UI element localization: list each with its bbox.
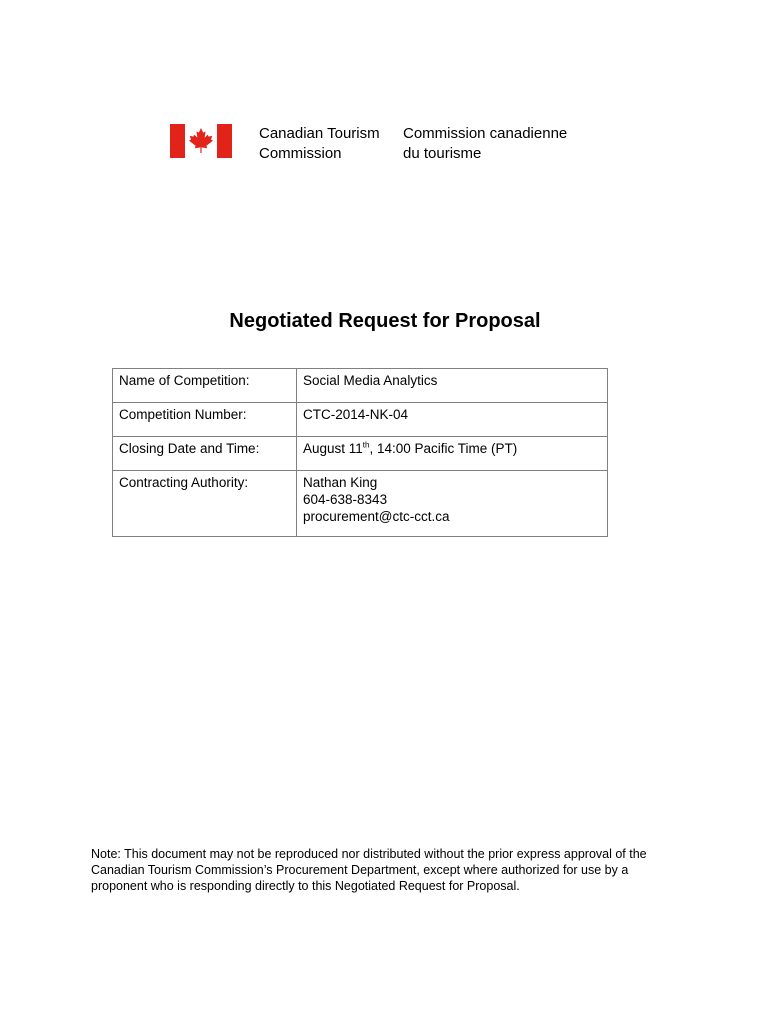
note-line-3: proponent who is responding directly to this Negotiated Request for Proposal. — [91, 879, 520, 893]
org-en-line-1: Canadian Tourism — [259, 125, 380, 142]
table-row — [113, 369, 608, 403]
competition-number-label: Competition Number: — [113, 403, 297, 437]
competition-number-value: CTC-2014-NK-04 — [297, 403, 608, 437]
org-fr-line-1: Commission canadienne — [403, 125, 568, 142]
note-line-1: Note: This document may not be reproduced nor distributed without the prior express approval of the — [91, 847, 647, 861]
contracting-authority-value — [297, 471, 608, 537]
organization-name-english — [259, 124, 380, 164]
canada-flag-icon — [170, 124, 232, 158]
document-title: Negotiated Request for Proposal — [229, 310, 541, 332]
closing-date-prefix: August 11 — [303, 441, 363, 456]
closing-date-suffix: , 14:00 Pacific Time (PT) — [369, 441, 518, 456]
table-row — [113, 471, 608, 537]
org-fr-line-2: du tourisme — [403, 145, 482, 162]
org-en-line-2: Commission — [259, 145, 342, 162]
competition-name-value: Social Media Analytics — [297, 369, 608, 403]
table-row — [113, 403, 608, 437]
contact-name: Nathan King — [303, 475, 378, 490]
organization-logo — [170, 124, 568, 162]
reproduction-note — [91, 846, 691, 894]
closing-date-ordinal: th — [362, 440, 370, 450]
closing-date-value — [297, 437, 608, 471]
organization-name-french — [403, 124, 567, 164]
note-line-2: Canadian Tourism Commission’s Procurement Department, except where authorized for use by a — [91, 863, 629, 877]
competition-info-table — [112, 368, 608, 537]
closing-date-label: Closing Date and Time: — [113, 437, 297, 471]
contact-phone: 604-638-8343 — [303, 492, 388, 507]
table-row — [113, 437, 608, 471]
competition-name-label: Name of Competition: — [113, 369, 297, 403]
contracting-authority-label: Contracting Authority: — [113, 471, 297, 537]
contact-email: procurement@ctc-cct.ca — [303, 509, 450, 524]
